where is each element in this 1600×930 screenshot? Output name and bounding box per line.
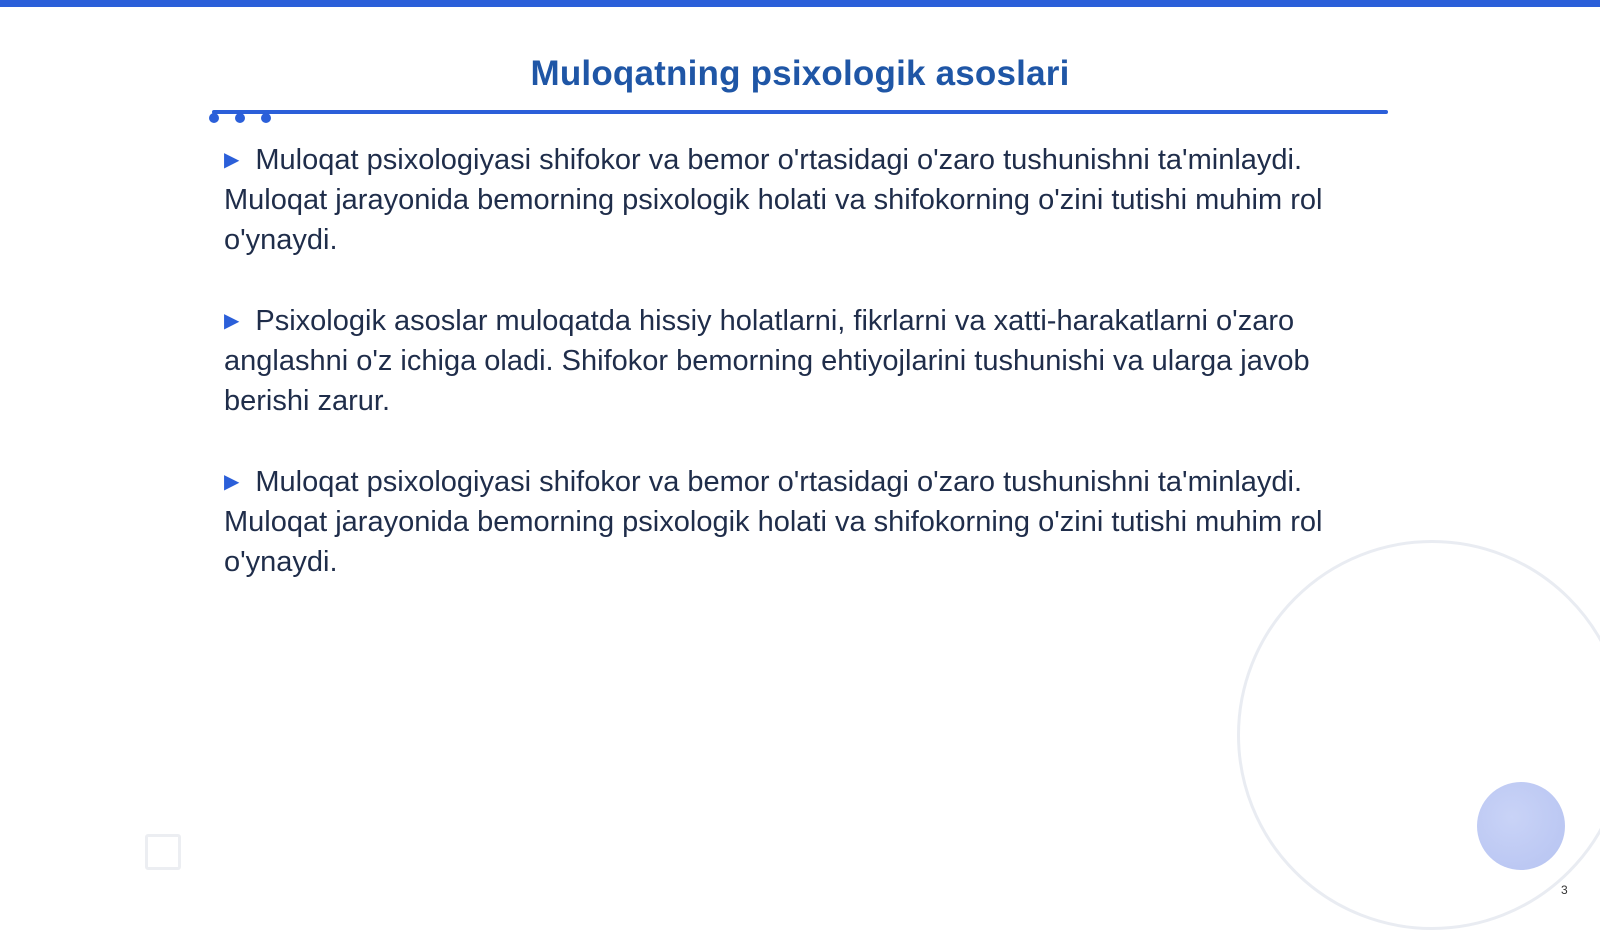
underline-dot [209,113,219,123]
decorative-ring [1237,540,1600,930]
bullet-text: Muloqat psixologiyasi shifokor va bemor o'rtasidagi o'zaro tushunishni ta'minlaydi. Muloqat jarayonida bemorning psixologik holati va shifokorning o'zini tutishi muhim rol o'ynaydi. [224,466,1323,578]
bullet-item [224,462,1384,582]
bullet-item [224,140,1384,260]
bullet-list [224,140,1384,623]
bullet-item [224,301,1384,421]
bullet-text: Muloqat psixologiyasi shifokor va bemor o'rtasidagi o'zaro tushunishni ta'minlaydi. Muloqat jarayonida bemorning psixologik holati va shifokorning o'zini tutishi muhim rol o'ynaydi. [224,144,1323,256]
underline-dot [261,113,271,123]
page-number: 3 [1561,883,1568,897]
bullet-text: Psixologik asoslar muloqatda hissiy holatlarni, fikrlarni va xatti-harakatlarni o'zaro anglashni o'z ichiga oladi. Shifokor bemorning ehtiyojlarini tushunishi va ularga javob berishi zarur. [224,305,1310,417]
bullet-arrow-icon: ▶ [224,149,240,171]
slide-title: Muloqatning psixologik asoslari [530,54,1070,93]
bullet-arrow-icon: ▶ [224,310,240,332]
bullet-arrow-icon: ▶ [224,471,240,493]
decorative-square [145,834,181,870]
decorative-disc [1477,782,1565,870]
title-underline [212,110,1388,114]
underline-dot [235,113,245,123]
top-accent-bar [0,0,1600,7]
